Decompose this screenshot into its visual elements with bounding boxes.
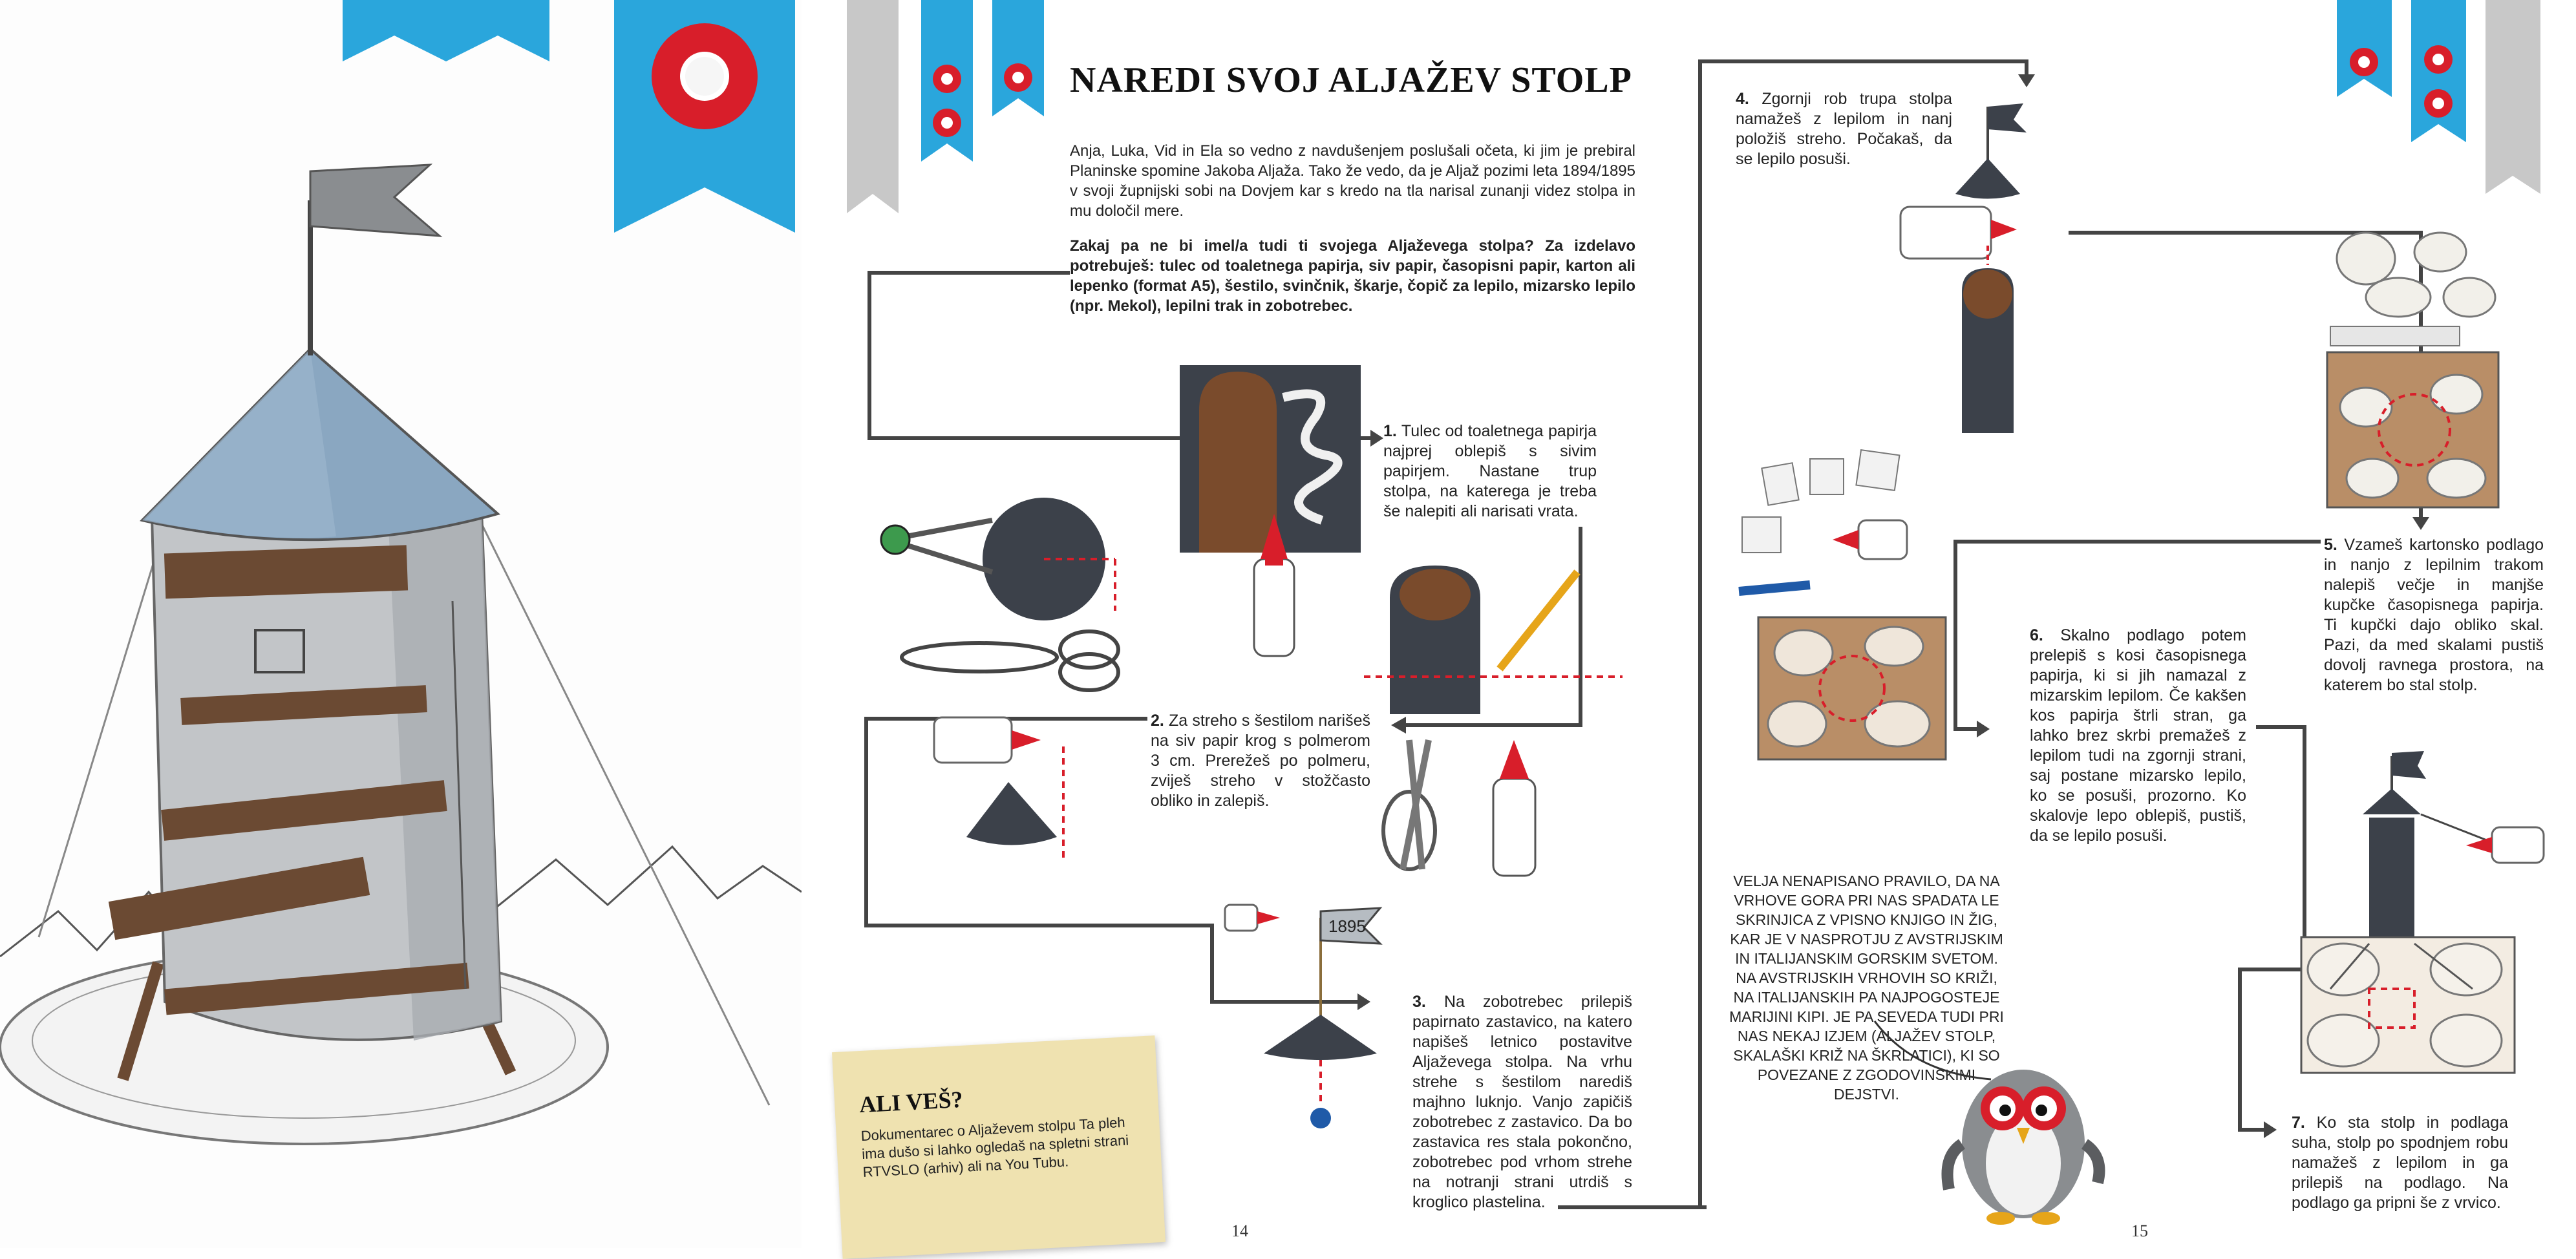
intro-paragraph: Anja, Luka, Vid in Ela so vedno z navdušenjem poslušali očeta, ki jim je prebiral Planinske spomine Jakoba Aljaža. Tako že vedo, da je Aljaž pozimi leta 1894/1895 v svoji župnijski sobi na Dovjem kar s kredo na tla narisal zunanji videz stolpa in mu določil mere. xyxy=(1070,142,1635,220)
unwritten-rule-text: VELJA NENAPISANO PRAVILO, DA NA VRHOVE GORA PRI NAS SPADATA LE SKRINJICA Z VPISNO KNJIGO IN ŽIG, KAR JE V NASPROTJU Z AVSTRIJSKIM IN ITALIJANSKIM GORSKIM SVETOM. NA AVSTRIJSKIH VRHOVIH SO KRIŽI, NA ITALIJANSKIH PA NAJPOGOSTEJE MARIJINI KIPI. JE PA SEVEDA TUDI PRI NAS NEKAJ IZJEM (ALJAŽEV STOLP, SKALAŠKI KRIŽ NA ŠKRLATICI), KI SO POVEZANE Z ZGODOVINSKIMI DEJSTVI. xyxy=(1729,873,2004,1103)
page-15 xyxy=(1707,0,2576,1248)
step7-illustration xyxy=(2279,743,2557,1079)
materials-paragraph: Zakaj pa ne bi imel/a tudi ti svojega Aljaževega stolpa? Za izdelavo potrebuješ: tulec od toaletnega papirja, siv papir, časopisni papir, karton ali lepenko (format A5), šestilo, svinčnik, škarje, čopič za lepilo, mizarsko lepilo (npr. Mekol), lepilni trak in zobotrebec. xyxy=(1070,237,1635,315)
step-5-text: 5. Vzameš kartonsko podlago in nanjo z lepilnim trakom nalepiš večje in manjše kupčke časopisnega papirja. Ti kupčki dajo obliko skal. Pazi, da med skalami pustiš dovolj ravnega prostora, na katerem bo stal stolp. xyxy=(2324,536,2544,694)
flag-year: 1895 xyxy=(1328,916,1366,936)
tube-door-illustration xyxy=(1364,559,1623,889)
left-illustration-page xyxy=(0,0,802,1248)
page-number-left: 14 xyxy=(1231,1222,1248,1240)
step6-illustration xyxy=(1732,439,1952,769)
did-you-know-text: Dokumentarec o Aljaževem stolpu Ta pleh ima dušo si lahko ogledaš na spletni strani RTVSLO (arhiv) ali na You Tubu. xyxy=(860,1114,1129,1181)
step-3-text: 3. Na zobotrebec prilepiš papirnato zastavico, na katero napišeš letnico postavitve Aljaževega stolpa. Na vrhu strehe s šestilom narediš majhno luknjo. Vanjo zapičiš zobotrebec z zastavico. Da bo zastavica res stala pokončno, zobotrebec pod vrhom strehe na notranji strani utrdiš s kroglico plastelina. xyxy=(1412,993,1632,1211)
step2-illustration xyxy=(844,475,1141,863)
step-1-text: 1. Tulec od toaletnega papirja najprej oblepiš s sivim papirjem. Nastane trup stolpa, na katerega je treba še nalepiti ali narisati vrata. xyxy=(1383,422,1597,520)
page-14 xyxy=(802,0,1707,1248)
did-you-know-heading: ALI VEŠ? xyxy=(858,1086,964,1118)
did-you-know-box xyxy=(832,1035,1166,1259)
step5-illustration xyxy=(2321,213,2502,517)
step-7-text: 7. Ko sta stolp in podlaga suha, stolp po spodnjem robu namažeš z lepilom in ga prilepiš na podlago. Na podlago ga pripni še z vrvico. xyxy=(2292,1114,2508,1212)
ribbon-left-small xyxy=(343,0,549,61)
step4-illustration xyxy=(1894,97,2062,446)
owl-illustration xyxy=(1862,982,2107,1228)
tower-illustration xyxy=(0,149,802,1247)
page-number-right: 15 xyxy=(2131,1222,2148,1240)
step-2-text: 2. Za streho s šestilom narišeš na siv papir krog s polmerom 3 cm. Prerežeš po polmeru, zviješ streho v stožčasto obliko in zalepiš. xyxy=(1151,712,1370,810)
step-4-text: 4. Zgornji rob trupa stolpa namažeš z lepilom in nanj položiš streho. Počakaš, da se lepilo posuši. xyxy=(1736,90,1952,168)
step1-illustration xyxy=(1167,359,1364,662)
page-title: NAREDI SVOJ ALJAŽEV STOLP xyxy=(1070,60,1632,100)
step3-illustration xyxy=(1167,892,1387,1150)
step-6-text: 6. Skalno podlago potem prelepiš s kosi časopisnega papirja, ki si jih namazal z mizarskim lepilom. Če kakšen kos papirja štrli stran, ga lahko brez skrbi premažeš z lepilom tudi na zgornji strani, saj postane mizarsko lepilo, ko se posuši, prozorno. Ko skalovje lepo oblepiš, pustiš, da se lepilo posuši. xyxy=(2030,626,2246,845)
